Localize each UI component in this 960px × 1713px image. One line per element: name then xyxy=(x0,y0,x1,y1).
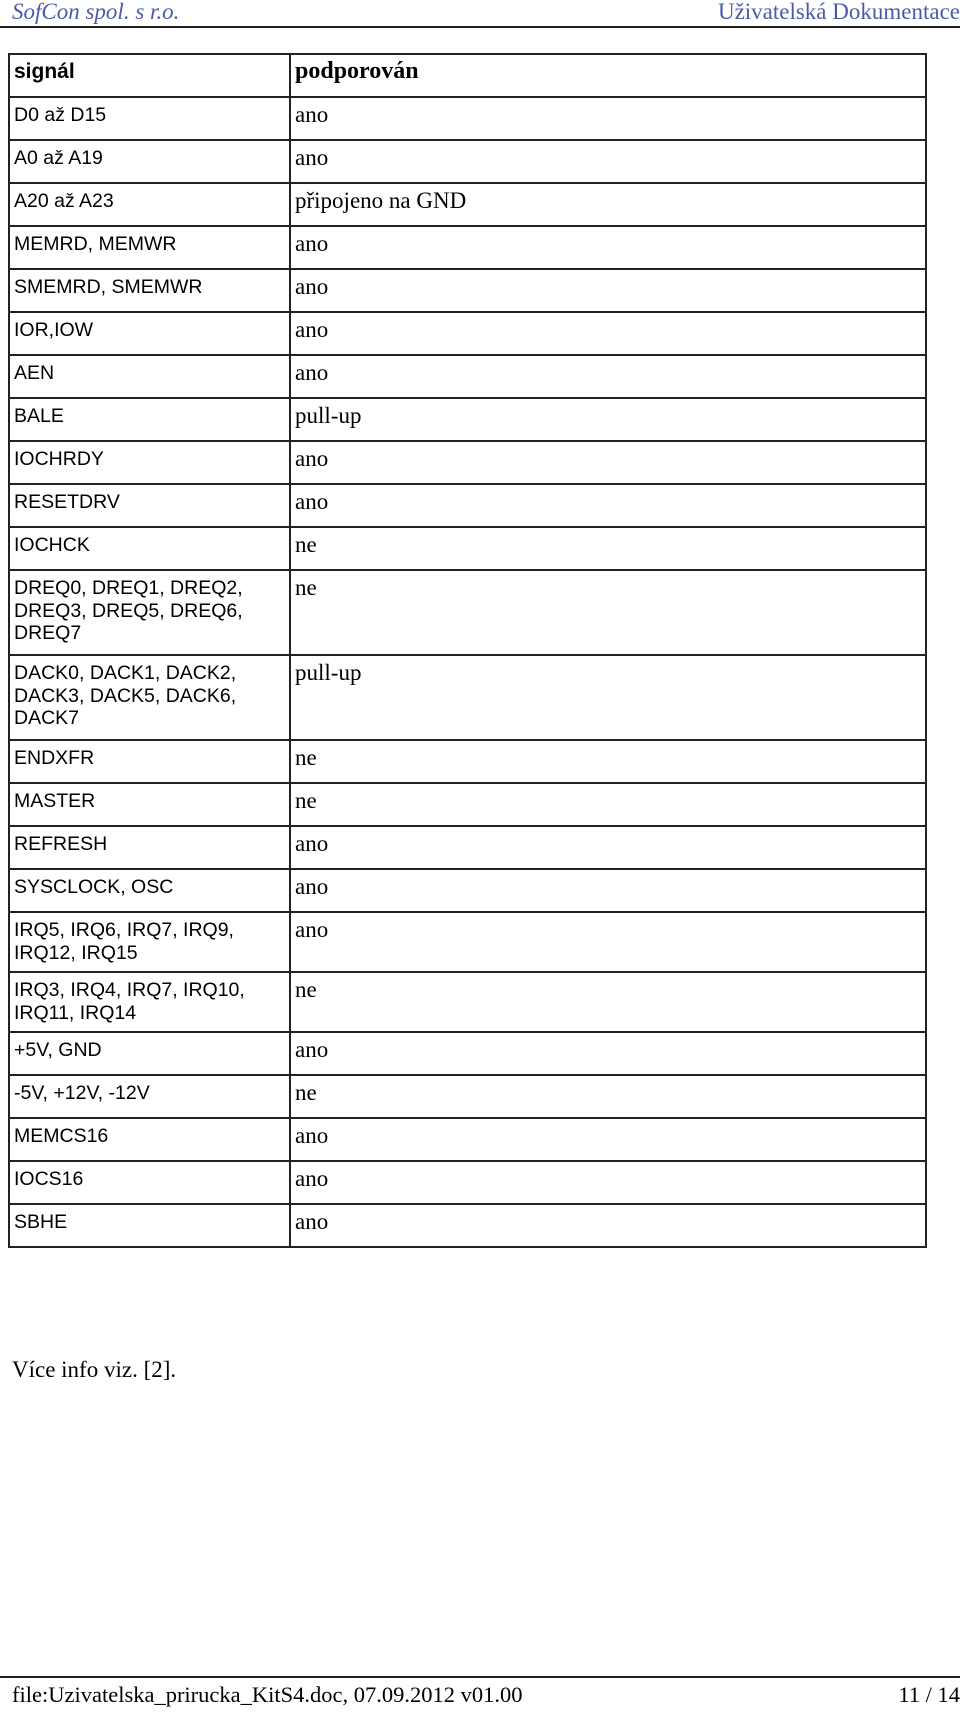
signal-cell: ENDXFR xyxy=(9,740,290,783)
supported-cell: ano xyxy=(290,484,926,527)
signal-cell: A0 až A19 xyxy=(9,140,290,183)
table-row xyxy=(9,355,926,398)
signal-cell: IOCHCK xyxy=(9,527,290,570)
signal-cell: BALE xyxy=(9,398,290,441)
signal-cell: SMEMRD, SMEMWR xyxy=(9,269,290,312)
page-number: 11 / 14 xyxy=(898,1682,960,1707)
supported-cell: pull-up xyxy=(290,398,926,441)
supported-cell: připojeno na GND xyxy=(290,183,926,226)
supported-cell: ne xyxy=(290,570,926,655)
supported-cell: ne xyxy=(290,527,926,570)
table-row xyxy=(9,740,926,783)
signal-cell: MEMRD, MEMWR xyxy=(9,226,290,269)
table-row xyxy=(9,97,926,140)
supported-cell: ne xyxy=(290,783,926,826)
table-row xyxy=(9,1118,926,1161)
signal-cell: SYSCLOCK, OSC xyxy=(9,869,290,912)
supported-cell: ano xyxy=(290,826,926,869)
supported-cell: ne xyxy=(290,740,926,783)
table-row xyxy=(9,140,926,183)
table-row xyxy=(9,484,926,527)
supported-cell: ano xyxy=(290,1118,926,1161)
table-row xyxy=(9,269,926,312)
header-supported: podporován xyxy=(290,54,926,97)
table-row xyxy=(9,869,926,912)
supported-cell: ano xyxy=(290,1204,926,1247)
table-row xyxy=(9,912,926,972)
document-title: Uživatelská Dokumentace xyxy=(717,0,960,24)
more-info-note: Více info viz. [2]. xyxy=(12,1357,177,1382)
supported-cell: ano xyxy=(290,912,926,972)
signal-cell: RESETDRV xyxy=(9,484,290,527)
signal-cell: A20 až A23 xyxy=(9,183,290,226)
page-footer xyxy=(0,1676,960,1713)
signal-cell: SBHE xyxy=(9,1204,290,1247)
signal-cell: IOCS16 xyxy=(9,1161,290,1204)
supported-cell: ano xyxy=(290,97,926,140)
table-row xyxy=(9,398,926,441)
table-row xyxy=(9,783,926,826)
supported-cell: pull-up xyxy=(290,655,926,740)
supported-cell: ano xyxy=(290,1161,926,1204)
signal-cell: IOCHRDY xyxy=(9,441,290,484)
signal-cell: +5V, GND xyxy=(9,1032,290,1075)
signal-cell: IRQ3, IRQ4, IRQ7, IRQ10, IRQ11, IRQ14 xyxy=(9,972,290,1032)
table-row xyxy=(9,655,926,740)
signal-cell: MASTER xyxy=(9,783,290,826)
header-signal: signál xyxy=(9,54,290,97)
supported-cell: ano xyxy=(290,140,926,183)
footer-file-info: file:Uzivatelska_prirucka_KitS4.doc, 07.09.2012 v01.00 xyxy=(12,1682,523,1707)
table-row xyxy=(9,826,926,869)
supported-cell: ano xyxy=(290,269,926,312)
signal-table xyxy=(8,53,927,1248)
signal-cell: AEN xyxy=(9,355,290,398)
table-row xyxy=(9,1204,926,1247)
table-row xyxy=(9,1161,926,1204)
table-row xyxy=(9,183,926,226)
signal-cell: DACK0, DACK1, DACK2, DACK3, DACK5, DACK6, DACK7 xyxy=(9,655,290,740)
company-name: SofCon spol. s r.o. xyxy=(12,0,180,24)
supported-cell: ano xyxy=(290,441,926,484)
supported-cell: ano xyxy=(290,1032,926,1075)
supported-cell: ano xyxy=(290,226,926,269)
page-header xyxy=(0,0,960,28)
table-row xyxy=(9,226,926,269)
signal-cell: IOR,IOW xyxy=(9,312,290,355)
table-row xyxy=(9,312,926,355)
supported-cell: ano xyxy=(290,312,926,355)
supported-cell: ne xyxy=(290,972,926,1032)
table-row xyxy=(9,1075,926,1118)
supported-cell: ano xyxy=(290,355,926,398)
table-row xyxy=(9,1032,926,1075)
signal-cell: IRQ5, IRQ6, IRQ7, IRQ9, IRQ12, IRQ15 xyxy=(9,912,290,972)
table-row xyxy=(9,441,926,484)
table-header-row xyxy=(9,54,926,97)
signal-cell: MEMCS16 xyxy=(9,1118,290,1161)
supported-cell: ne xyxy=(290,1075,926,1118)
table-row xyxy=(9,570,926,655)
signal-cell: -5V, +12V, -12V xyxy=(9,1075,290,1118)
table-row xyxy=(9,527,926,570)
supported-cell: ano xyxy=(290,869,926,912)
signal-cell: REFRESH xyxy=(9,826,290,869)
signal-cell: DREQ0, DREQ1, DREQ2, DREQ3, DREQ5, DREQ6, DREQ7 xyxy=(9,570,290,655)
table-row xyxy=(9,972,926,1032)
signal-cell: D0 až D15 xyxy=(9,97,290,140)
